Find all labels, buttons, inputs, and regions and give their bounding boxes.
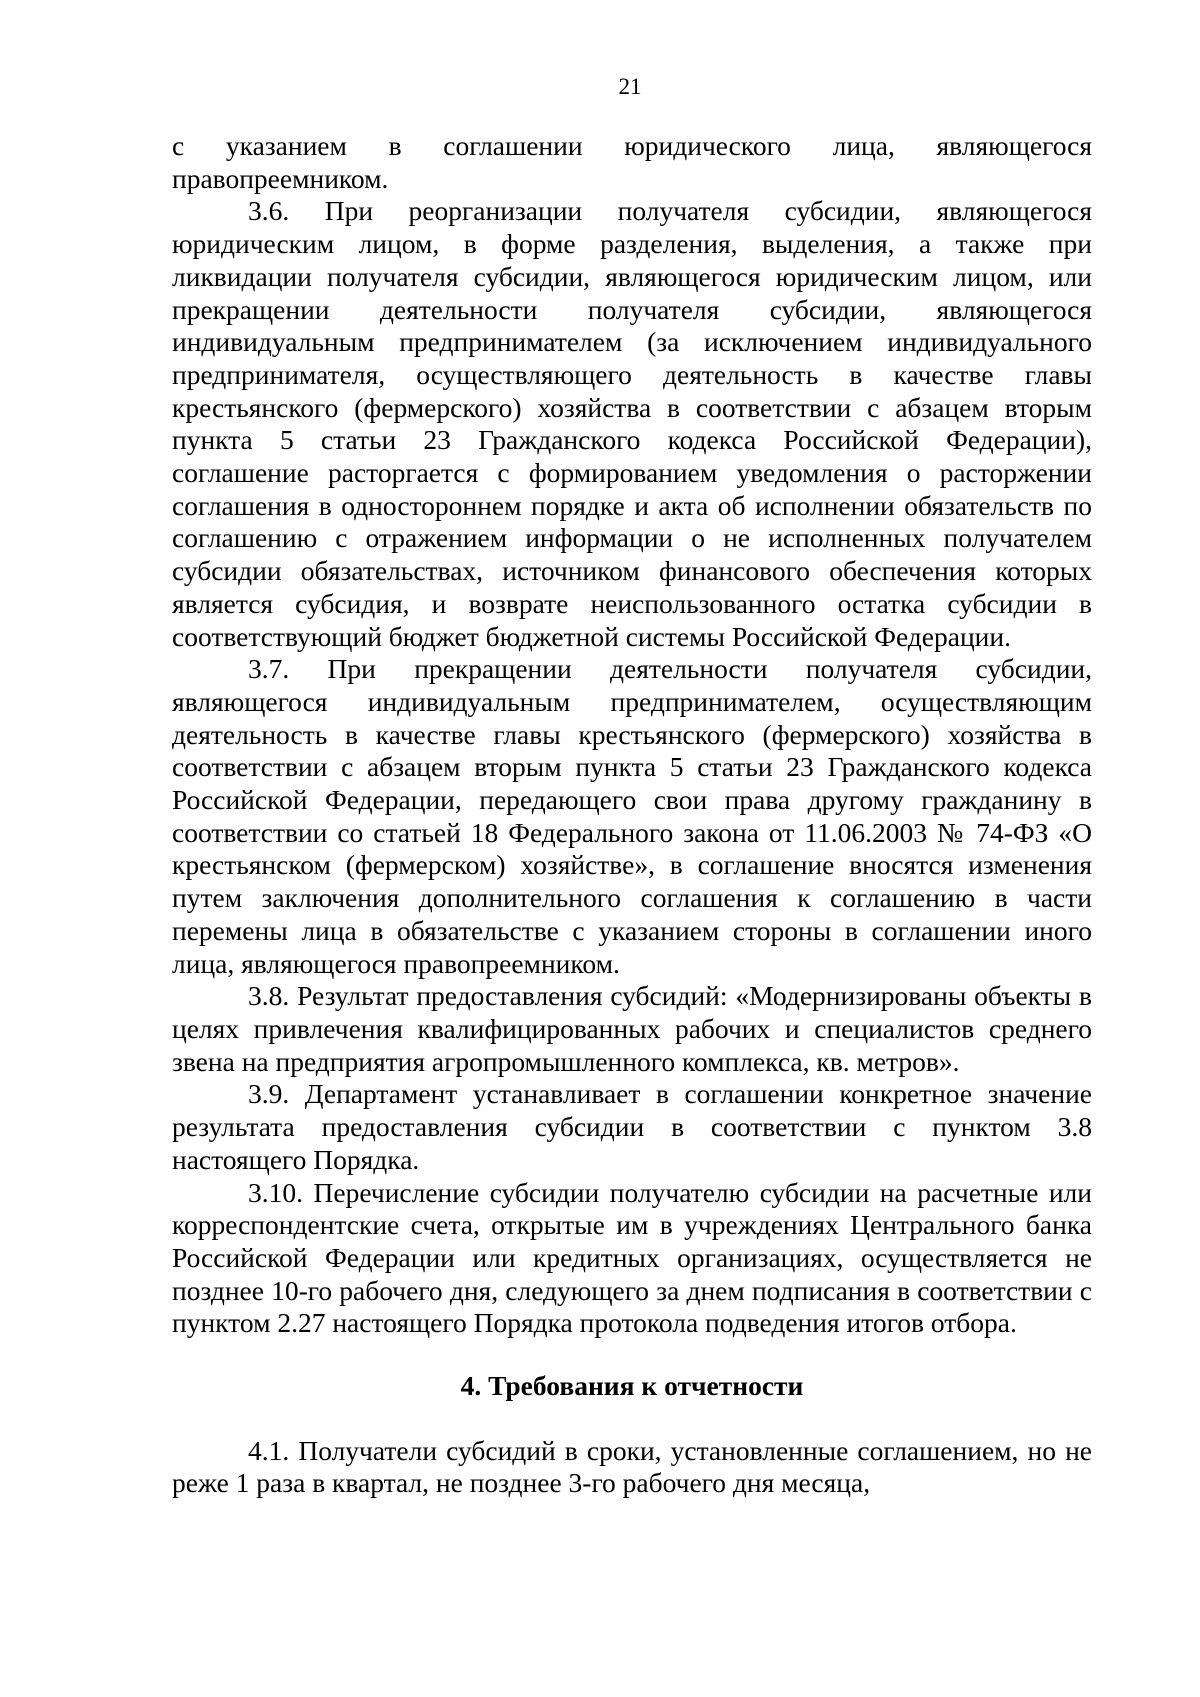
paragraph-3-7: 3.7. При прекращении деятельности получателя субсидии, являющегося индивидуальным предпринимателем, осуществляющим деятельность в качестве главы крестьянского (фермерского) хозяйства в соответствии с абзацем вторым пункта 5 статьи 23 Гражданского кодекса Российской Федерации, передающего свои права другому гражданину в соответствии со статьей 18 Федерального закона от 11.06.2003 № 74-ФЗ «О крестьянском (фермерском) хозяйстве», в соглашение вносятся изменения путем заключения дополнительного соглашения к соглашению в части перемены лица в обязательстве с указанием стороны в соглашении иного лица, являющегося правопреемником. (172, 653, 1092, 979)
page-number: 21 (618, 74, 642, 99)
paragraph-3-9: 3.9. Департамент устанавливает в соглашении конкретное значение результата предоставления субсидии в соответствии с пунктом 3.8 настоящего Порядка. (172, 1078, 1092, 1175)
paragraph-3-10: 3.10. Перечисление субсидии получателю субсидии на расчетные или корреспондентские счета, открытые им в учреждениях Центрального банка Российской Федерации или кредитных организациях, осуществляется не позднее 10-го рабочего дня, следующего за днем подписания в соответствии с пунктом 2.27 настоящего Порядка протокола подведения итогов отбора. (172, 1176, 1092, 1339)
section-heading: 4. Требования к отчетности (460, 1370, 804, 1402)
document-body (172, 130, 1092, 1500)
paragraph-continuation: с указанием в соглашении юридического лица, являющегося правопреемником. (172, 130, 1092, 194)
paragraph-3-6: 3.6. При реорганизации получателя субсидии, являющегося юридическим лицом, в форме разделения, выделения, а также при ликвидации получателя субсидии, являющегося юридическим лицом, или прекращении деятельности получателя субсидии, являющегося индивидуальным предпринимателем (за исключением индивидуального предпринимателя, осуществляющего деятельность в качестве главы крестьянского (фермерского) хозяйства в соответствии с абзацем вторым пункта 5 статьи 23 Гражданского кодекса Российской Федерации), соглашение расторгается с формированием уведомления о расторжении соглашения в одностороннем порядке и акта об исполнении обязательств по соглашению с отражением информации о не исполненных получателем субсидии обязательствах, источником финансового обеспечения которых является субсидия, и возврате неиспользованного остатка субсидии в соответствующий бюджет бюджетной системы Российской Федерации. (172, 195, 1092, 652)
paragraph-4-1: 4.1. Получатели субсидий в сроки, установленные соглашением, но не реже 1 раза в квартал, не позднее 3-го рабочего дня месяца, (172, 1434, 1092, 1499)
paragraph-3-8: 3.8. Результат предоставления субсидий: «Модернизированы объекты в целях привлечения квалифицированных рабочих и специалистов среднего звена на предприятия агропромышленного комплекса, кв. метров». (172, 980, 1092, 1077)
